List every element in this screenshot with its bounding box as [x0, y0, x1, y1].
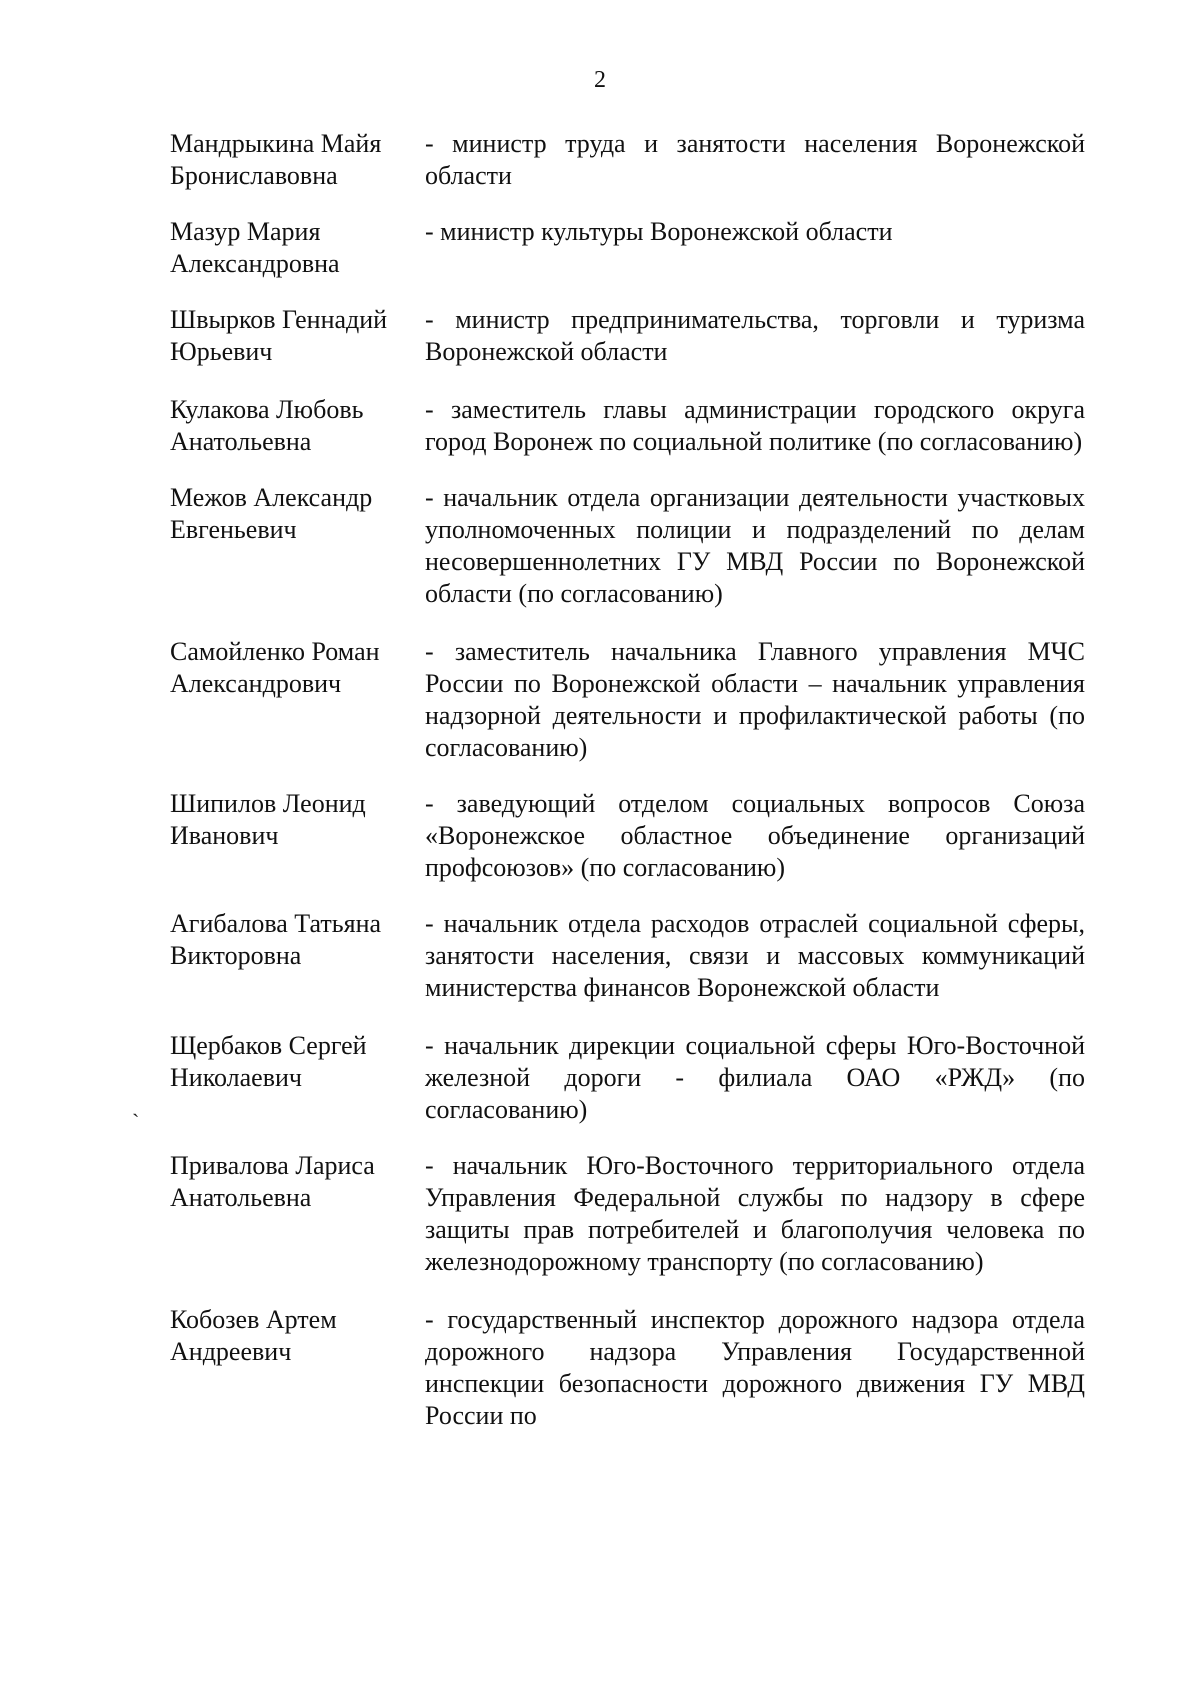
member-surname-first: Кобозев Артем [170, 1305, 337, 1334]
member-surname-first: Щербаков Сергей [170, 1031, 367, 1060]
list-item [170, 304, 1085, 368]
list-item [170, 216, 1085, 280]
member-surname-first: Шипилов Леонид [170, 789, 366, 818]
member-list [170, 128, 1085, 1432]
member-surname-first: Межов Александр [170, 483, 373, 512]
list-item [170, 1304, 1085, 1432]
member-position: - министр предпринимательства, торговли и туризма Воронежской области [425, 305, 1085, 366]
member-name [170, 908, 425, 972]
member-patronymic: Александрович [170, 669, 342, 698]
member-position: - заместитель начальника Главного управления МЧС России по Воронежской области – начальник управления надзорной деятельности и профилактической работы (по согласованию) [425, 637, 1085, 762]
list-item [170, 788, 1085, 884]
member-position: - начальник отдела организации деятельности участковых уполномоченных полиции и подразделений по делам несовершеннолетних ГУ МВД России по Воронежской области (по согласованию) [425, 483, 1085, 608]
member-position: - государственный инспектор дорожного надзора отдела дорожного надзора Управления Государственной инспекции безопасности дорожного движения ГУ МВД России по [425, 1305, 1085, 1430]
member-surname-first: Швырков Геннадий [170, 305, 388, 334]
member-name [170, 1030, 425, 1094]
member-patronymic: Викторовна [170, 941, 302, 970]
member-name [170, 482, 425, 546]
member-name [170, 304, 425, 368]
member-patronymic: Евгеньевич [170, 515, 297, 544]
member-patronymic: Иванович [170, 821, 279, 850]
member-position: - начальник отдела расходов отраслей социальной сферы, занятости населения, связи и массовых коммуникаций министерства финансов Воронежской области [425, 909, 1085, 1002]
member-name [170, 788, 425, 852]
member-position: - заведующий отделом социальных вопросов Союза «Воронежское областное объединение организаций профсоюзов» (по согласованию) [425, 789, 1085, 882]
member-position: - министр культуры Воронежской области [425, 217, 893, 246]
list-item [170, 908, 1085, 1004]
member-patronymic: Анатольевна [170, 1183, 312, 1212]
member-surname-first: Самойленко Роман [170, 637, 380, 666]
member-name [170, 636, 425, 700]
list-item [170, 1030, 1085, 1126]
member-patronymic: Юрьевич [170, 337, 273, 366]
member-patronymic: Брониславовна [170, 161, 338, 190]
member-patronymic: Андреевич [170, 1337, 292, 1366]
member-patronymic: Николаевич [170, 1063, 302, 1092]
member-name [170, 128, 425, 192]
member-surname-first: Кулакова Любовь [170, 395, 364, 424]
list-item [170, 394, 1085, 458]
member-surname-first: Мазур Мария [170, 217, 321, 246]
member-name [170, 216, 425, 280]
list-item [170, 482, 1085, 610]
member-position: - заместитель главы администрации городского округа город Воронеж по социальной политике (по согласованию) [425, 395, 1085, 456]
member-surname-first: Агибалова Татьяна [170, 909, 382, 938]
member-patronymic: Анатольевна [170, 427, 312, 456]
list-item [170, 128, 1085, 192]
member-position: - начальник Юго-Восточного территориального отдела Управления Федеральной службы по надзору в сфере защиты прав потребителей и благополучия человека по железнодорожному транспорту (по согласованию) [425, 1151, 1085, 1276]
member-surname-first: Мандрыкина Майя [170, 129, 382, 158]
stray-pen-mark: ˏ [132, 1092, 140, 1117]
list-item [170, 1150, 1085, 1278]
member-name [170, 1150, 425, 1214]
list-item [170, 636, 1085, 764]
member-name [170, 394, 425, 458]
member-position: - начальник дирекции социальной сферы Юго-Восточной железной дороги - филиала ОАО «РЖД» (по согласованию) [425, 1031, 1085, 1124]
page-number: 2 [594, 67, 606, 93]
member-name [170, 1304, 425, 1368]
member-patronymic: Александровна [170, 249, 340, 278]
member-surname-first: Привалова Лариса [170, 1151, 375, 1180]
member-position: - министр труда и занятости населения Воронежской области [425, 129, 1085, 190]
